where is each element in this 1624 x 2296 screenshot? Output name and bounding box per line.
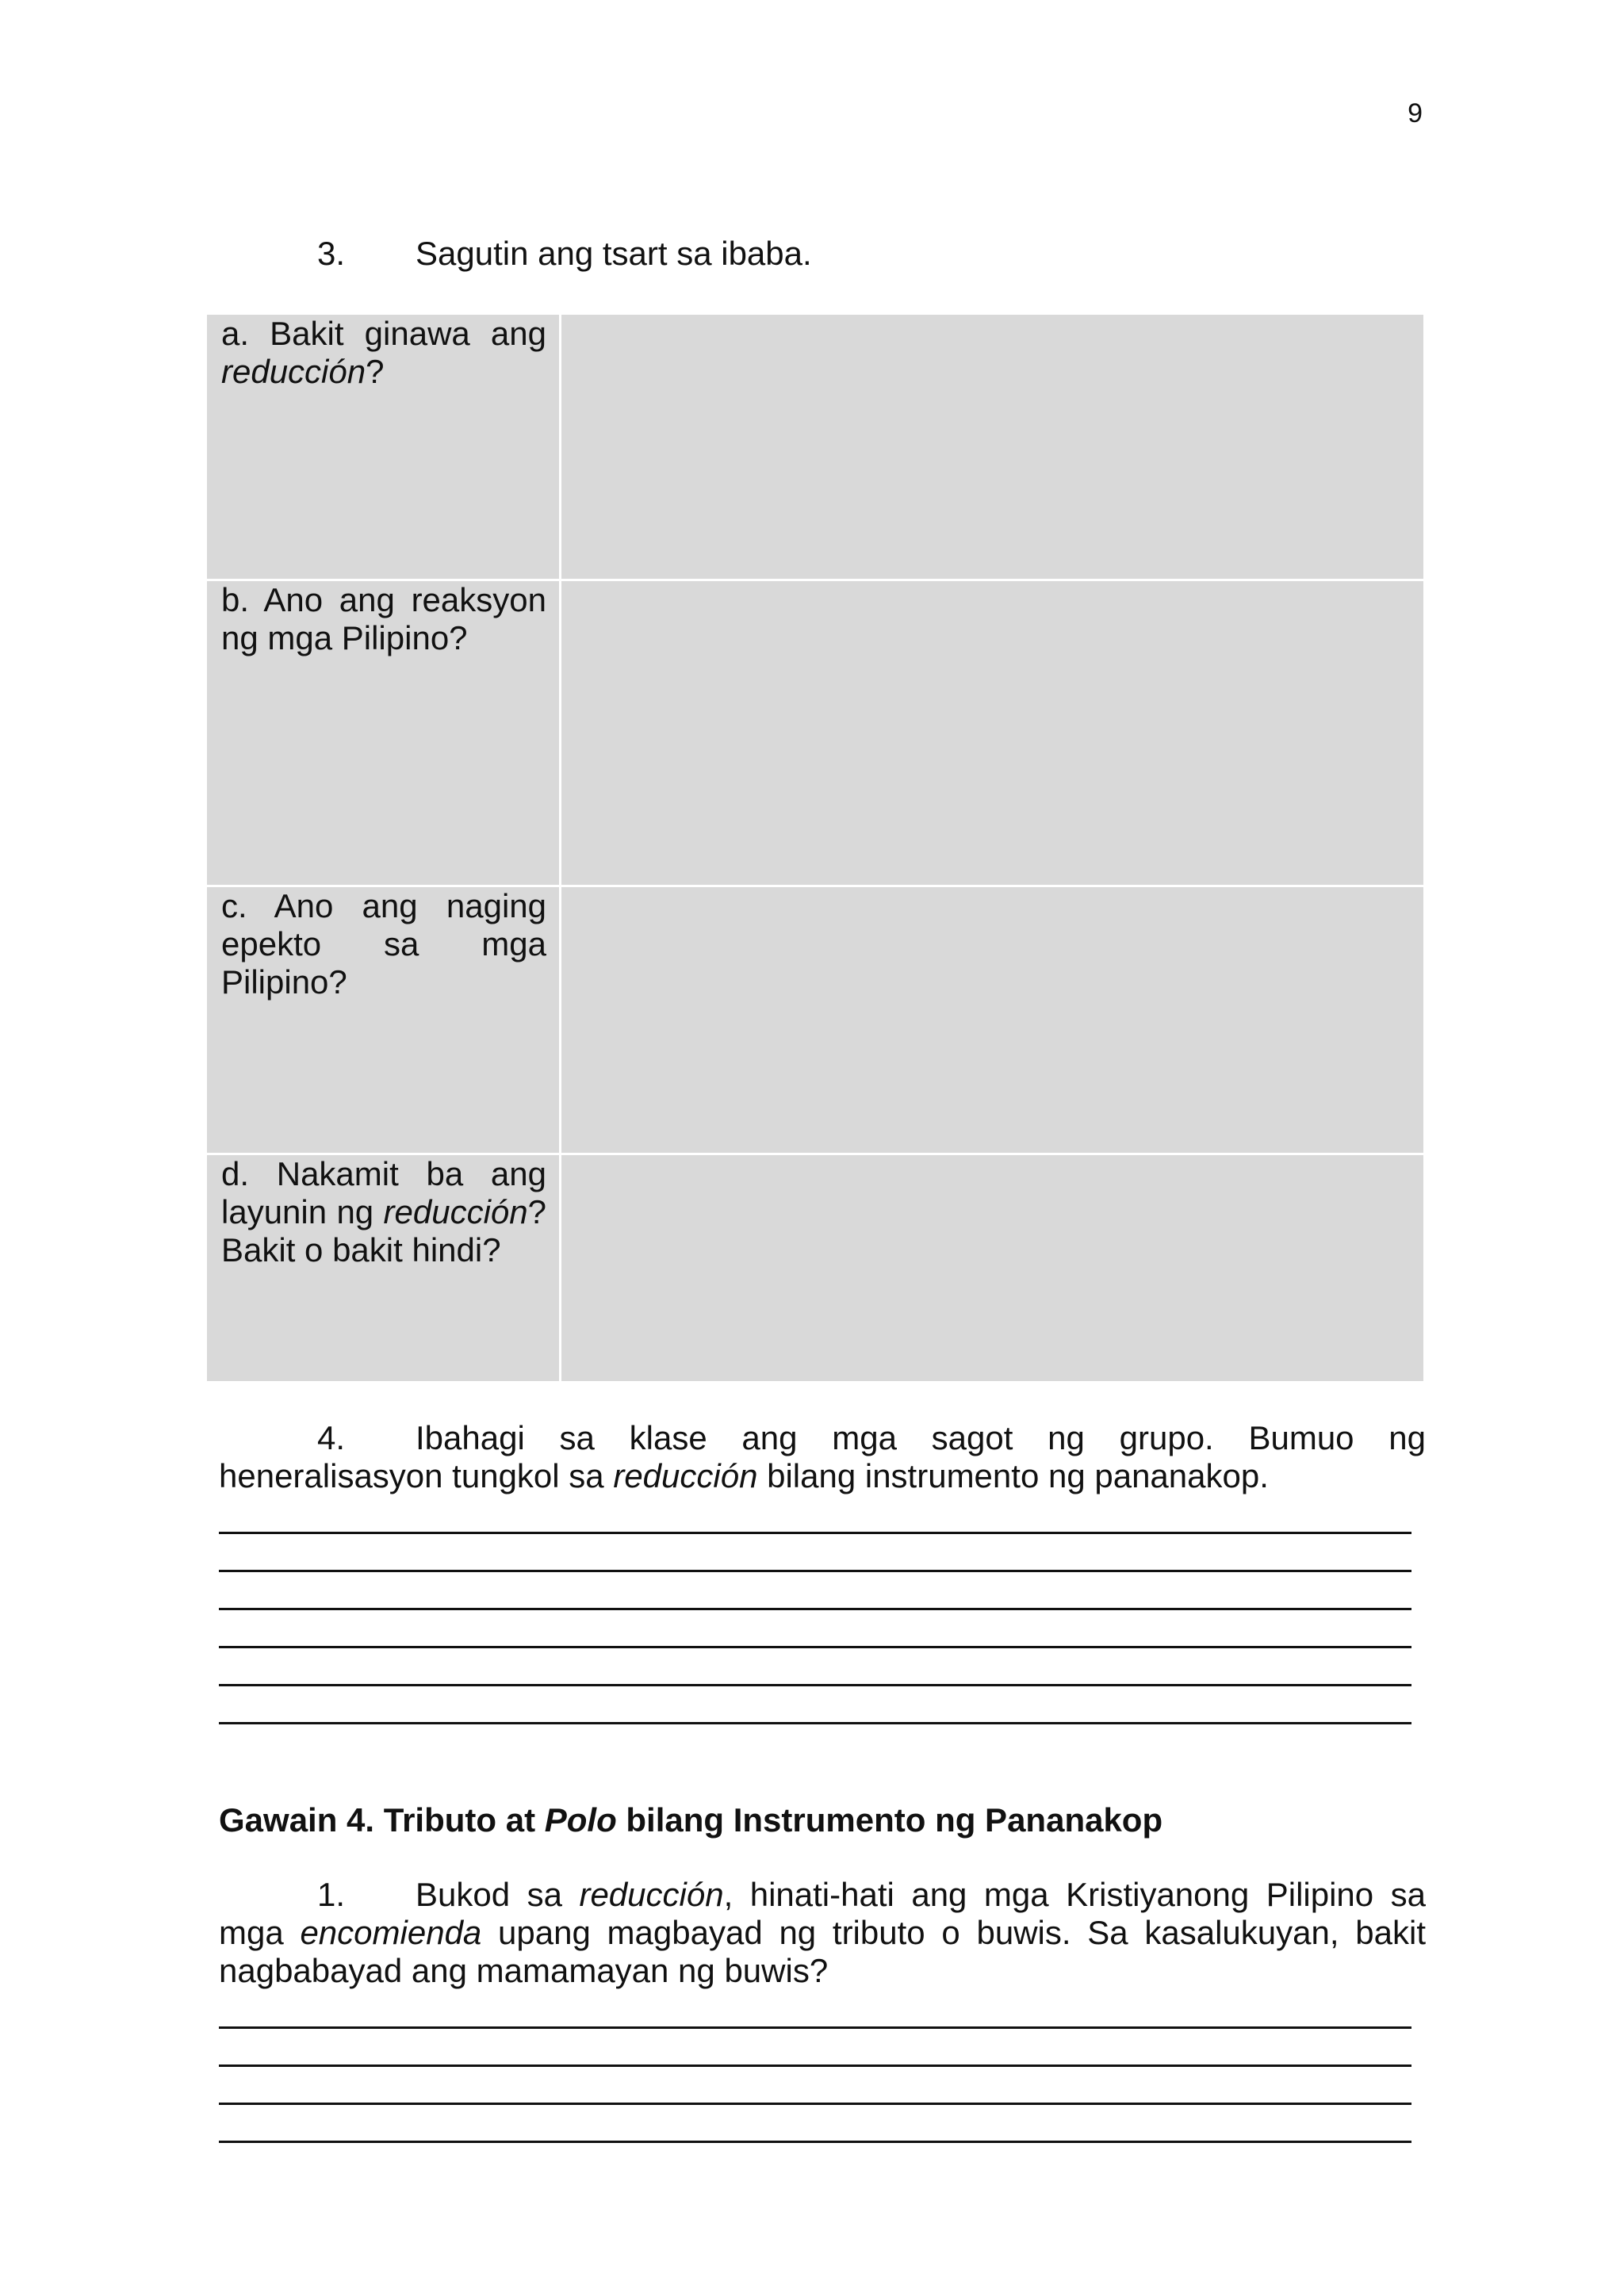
question-italic: reducción xyxy=(221,353,366,390)
chart-row-b xyxy=(206,580,1425,886)
question-text: a. Bakit ginawa ang xyxy=(221,315,546,352)
answer-line[interactable] xyxy=(219,1532,1411,1534)
answer-lines-item-4[interactable] xyxy=(219,1532,1411,1760)
answer-line[interactable] xyxy=(219,1722,1411,1724)
chart-question-d xyxy=(206,1154,561,1383)
chart-answer-b[interactable] xyxy=(561,580,1425,886)
section-heading xyxy=(219,1801,1162,1839)
answer-line[interactable] xyxy=(219,2026,1411,2029)
answer-chart xyxy=(205,312,1426,1383)
chart-row-a xyxy=(206,314,1425,580)
question-text-end: ? Bakit o bakit hindi? xyxy=(221,1193,546,1269)
chart-answer-d[interactable] xyxy=(561,1154,1425,1383)
question-text-end: ? xyxy=(366,353,385,390)
item-italic: reducción xyxy=(613,1457,758,1494)
answer-line[interactable] xyxy=(219,1608,1411,1610)
answer-line[interactable] xyxy=(219,2103,1411,2105)
item-text: Sagutin ang tsart sa ibaba. xyxy=(416,235,812,272)
answer-lines-gawain-1[interactable] xyxy=(219,2026,1411,2179)
question-text: c. Ano ang naging epekto sa mga Pilipino? xyxy=(221,887,546,1001)
item-text: , hinati-hati ang mga Kristiyanong Pilipino sa mga xyxy=(219,1876,1426,1951)
heading-text: Gawain 4. Tributo at xyxy=(219,1801,545,1839)
chart-row-d xyxy=(206,1154,1425,1383)
item-text-end: upang magbayad ng tributo o buwis. Sa kasalukuyan, bakit nagbabayad ang mamamayan ng buwis? xyxy=(219,1914,1426,1989)
question-text: d. Nakamit ba ang layunin ng xyxy=(221,1155,546,1230)
item-number: 3. xyxy=(317,235,346,272)
question-italic: reducción xyxy=(383,1193,528,1230)
chart-row-c xyxy=(206,886,1425,1154)
item-number: 1. xyxy=(317,1876,346,1913)
answer-line[interactable] xyxy=(219,1570,1411,1572)
instruction-item-3 xyxy=(219,235,1426,273)
answer-line[interactable] xyxy=(219,1684,1411,1686)
item-italic: encomienda xyxy=(300,1914,482,1951)
chart-question-c xyxy=(206,886,561,1154)
heading-italic: Polo xyxy=(544,1801,617,1839)
answer-line[interactable] xyxy=(219,2064,1411,2067)
item-number: 4. xyxy=(317,1419,346,1456)
page-number: 9 xyxy=(1408,98,1423,128)
gawain-item-1 xyxy=(219,1876,1426,1990)
question-text: b. Ano ang reaksyon ng mga Pilipino? xyxy=(221,581,546,656)
chart-question-a xyxy=(206,314,561,580)
instruction-item-4 xyxy=(219,1419,1426,1495)
item-text-end: bilang instrumento ng pananakop. xyxy=(757,1457,1269,1494)
chart-answer-a[interactable] xyxy=(561,314,1425,580)
heading-text-end: bilang Instrumento ng Pananakop xyxy=(616,1801,1163,1839)
chart-answer-c[interactable] xyxy=(561,886,1425,1154)
item-text: Ibahagi sa klase ang mga sagot ng grupo. Bumuo ng heneralisasyon tungkol sa xyxy=(219,1419,1426,1494)
answer-line[interactable] xyxy=(219,2141,1411,2143)
chart-question-b xyxy=(206,580,561,886)
item-text: Bukod sa xyxy=(416,1876,580,1913)
item-italic: reducción xyxy=(579,1876,724,1913)
answer-line[interactable] xyxy=(219,1646,1411,1648)
